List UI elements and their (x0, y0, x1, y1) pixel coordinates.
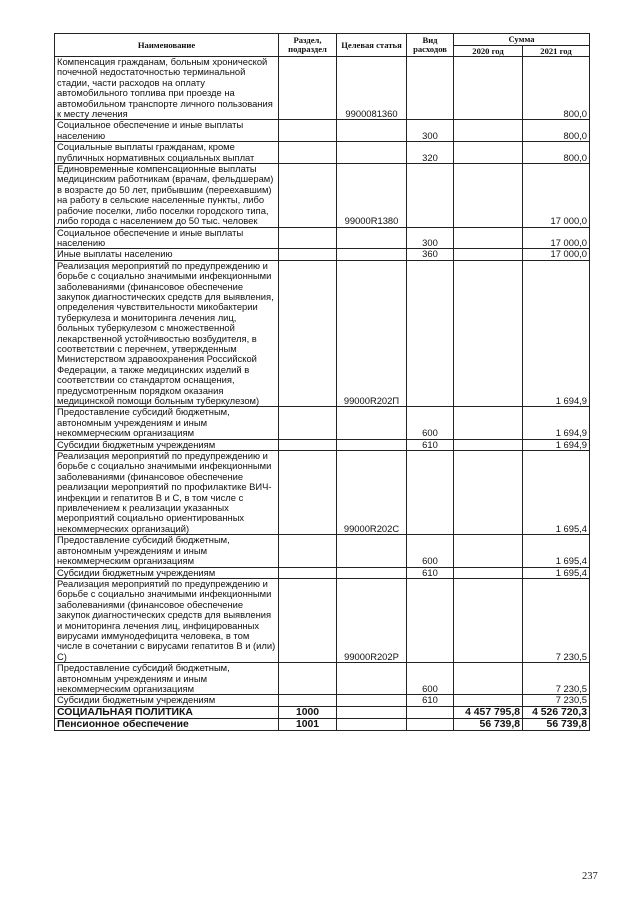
cell-sum-2020 (454, 142, 523, 164)
cell-razdel: 1001 (279, 718, 337, 730)
header-year-2020: 2020 год (454, 46, 523, 57)
cell-sum-2021: 7 230,5 (523, 578, 590, 662)
cell-razdel (279, 439, 337, 450)
cell-sum-2021: 1 695,4 (523, 451, 590, 535)
table-row (55, 578, 590, 662)
cell-vid-rashodov: 610 (407, 439, 454, 450)
cell-sum-2021: 800,0 (523, 142, 590, 164)
cell-sum-2021: 800,0 (523, 57, 590, 120)
cell-sum-2020 (454, 227, 523, 249)
cell-celevaya-statya (337, 718, 407, 730)
table-row (55, 164, 590, 227)
cell-name: Иные выплаты населению (55, 249, 279, 260)
cell-name: Социальное обеспечение и иные выплаты населению (55, 120, 279, 142)
table-row (55, 142, 590, 164)
cell-name: Предоставление субсидий бюджетным, автономным учреждениям и иным некоммерческим организациям (55, 663, 279, 695)
cell-name: Компенсация гражданам, больным хронической почечной недостаточностью терминальной стадии, части расходов на оплату автомобильного топлива при проезде на автомобильном транспорте личного пользования к месту лечения (55, 57, 279, 120)
cell-celevaya-statya (337, 142, 407, 164)
cell-name: Реализация мероприятий по предупреждению и борьбе с социально значимыми инфекционными заболеваниями (финансовое обеспечение закупок диагностических средств для выявления, определения чувствительности микобактерии туберкулеза и мониторинга лечения лиц, больных туберкулезом с множественной лекарственной устойчивостью возбудителя, в соответствии с перечнем, утвержденным Министерством здравоохранения Российской Федерации, а также медицинских изделий в соответствии со стандартом оснащения, предусмотренным порядком оказания медицинской помощи больным туберкулезом) (55, 260, 279, 407)
cell-vid-rashodov (407, 451, 454, 535)
cell-razdel (279, 164, 337, 227)
cell-razdel (279, 227, 337, 249)
cell-vid-rashodov: 610 (407, 567, 454, 578)
cell-razdel (279, 142, 337, 164)
cell-sum-2020: 56 739,8 (454, 718, 523, 730)
cell-celevaya-statya (337, 663, 407, 695)
table-row (55, 695, 590, 706)
cell-razdel (279, 120, 337, 142)
cell-vid-rashodov: 600 (407, 535, 454, 567)
page-number: 237 (582, 871, 598, 882)
cell-name: Предоставление субсидий бюджетным, автономным учреждениям и иным некоммерческим организациям (55, 407, 279, 439)
header-vid-rashodov: Вид расходов (407, 34, 454, 57)
cell-sum-2020 (454, 663, 523, 695)
cell-sum-2021: 4 526 720,3 (523, 706, 590, 718)
table-row (55, 451, 590, 535)
header-name: Наименование (55, 34, 279, 57)
table-row (55, 260, 590, 407)
cell-razdel (279, 663, 337, 695)
table-row (55, 227, 590, 249)
cell-name: Субсидии бюджетным учреждениям (55, 439, 279, 450)
budget-table (54, 33, 590, 731)
cell-celevaya-statya (337, 695, 407, 706)
table-row (55, 718, 590, 730)
cell-sum-2021: 1 694,9 (523, 260, 590, 407)
cell-sum-2021: 1 694,9 (523, 407, 590, 439)
cell-vid-rashodov (407, 57, 454, 120)
cell-name: Пенсионное обеспечение (55, 718, 279, 730)
header-year-2021: 2021 год (523, 46, 590, 57)
table-row (55, 663, 590, 695)
cell-vid-rashodov: 600 (407, 663, 454, 695)
cell-razdel (279, 57, 337, 120)
cell-vid-rashodov: 610 (407, 695, 454, 706)
cell-sum-2021: 800,0 (523, 120, 590, 142)
header-summa: Сумма (454, 34, 590, 46)
table-row (55, 57, 590, 120)
cell-sum-2020 (454, 567, 523, 578)
cell-name: Субсидии бюджетным учреждениям (55, 695, 279, 706)
cell-sum-2021: 17 000,0 (523, 249, 590, 260)
cell-name: Социальное обеспечение и иные выплаты населению (55, 227, 279, 249)
cell-sum-2020 (454, 407, 523, 439)
table-row (55, 567, 590, 578)
cell-sum-2021: 7 230,5 (523, 663, 590, 695)
cell-celevaya-statya (337, 407, 407, 439)
cell-sum-2021: 17 000,0 (523, 164, 590, 227)
cell-celevaya-statya (337, 706, 407, 718)
table-row (55, 439, 590, 450)
table-row (55, 407, 590, 439)
cell-sum-2020 (454, 57, 523, 120)
cell-razdel: 1000 (279, 706, 337, 718)
cell-name: Социальные выплаты гражданам, кроме публичных нормативных социальных выплат (55, 142, 279, 164)
cell-name: Субсидии бюджетным учреждениям (55, 567, 279, 578)
cell-sum-2020 (454, 535, 523, 567)
cell-sum-2021: 7 230,5 (523, 695, 590, 706)
cell-sum-2021: 1 695,4 (523, 567, 590, 578)
cell-celevaya-statya (337, 249, 407, 260)
cell-name: Единовременные компенсационные выплаты медицинским работникам (врачам, фельдшерам) в возрасте до 50 лет, прибывшим (переехавшим) на работу в сельские населенные пункты, либо рабочие поселки, либо поселки городского типа, либо города с населением до 50 тыс. человек (55, 164, 279, 227)
cell-vid-rashodov: 300 (407, 227, 454, 249)
cell-vid-rashodov: 360 (407, 249, 454, 260)
cell-name: СОЦИАЛЬНАЯ ПОЛИТИКА (55, 706, 279, 718)
cell-vid-rashodov (407, 718, 454, 730)
cell-sum-2021: 1 694,9 (523, 439, 590, 450)
cell-razdel (279, 578, 337, 662)
cell-sum-2020 (454, 695, 523, 706)
cell-sum-2020 (454, 164, 523, 227)
cell-sum-2021: 56 739,8 (523, 718, 590, 730)
cell-celevaya-statya: 99000R202С (337, 451, 407, 535)
cell-razdel (279, 567, 337, 578)
cell-celevaya-statya (337, 567, 407, 578)
cell-razdel (279, 407, 337, 439)
cell-vid-rashodov (407, 164, 454, 227)
table-row (55, 120, 590, 142)
cell-razdel (279, 695, 337, 706)
cell-sum-2020 (454, 120, 523, 142)
cell-sum-2021: 17 000,0 (523, 227, 590, 249)
cell-sum-2020 (454, 249, 523, 260)
cell-celevaya-statya (337, 535, 407, 567)
cell-celevaya-statya: 99000R202П (337, 260, 407, 407)
cell-name: Реализация мероприятий по предупреждению и борьбе с социально значимыми инфекционными заболеваниями (финансовое обеспечение реализации мероприятий по профилактике ВИЧ- инфекции и гепатитов В и С, в том числе с привлечением к реализации указанных мероприятий социально ориентированных некоммерческих организаций) (55, 451, 279, 535)
cell-vid-rashodov (407, 260, 454, 407)
table-header (55, 34, 590, 57)
cell-vid-rashodov: 320 (407, 142, 454, 164)
cell-sum-2020 (454, 578, 523, 662)
cell-celevaya-statya (337, 439, 407, 450)
cell-sum-2020 (454, 439, 523, 450)
table-row (55, 535, 590, 567)
table-row (55, 706, 590, 718)
cell-vid-rashodov (407, 706, 454, 718)
cell-razdel (279, 535, 337, 567)
cell-name: Реализация мероприятий по предупреждению и борьбе с социально значимыми инфекционными заболеваниями (финансовое обеспечение закупок диагностических средств для выявления и мониторинга лечения лиц, инфицированных вирусами иммунодефицита человека, в том числе в сочетании с вирусами гепатитов В и (или) С) (55, 578, 279, 662)
cell-razdel (279, 451, 337, 535)
table-body (55, 57, 590, 731)
cell-razdel (279, 249, 337, 260)
cell-celevaya-statya: 9900081360 (337, 57, 407, 120)
cell-razdel (279, 260, 337, 407)
header-celevaya-statya: Целевая статья (337, 34, 407, 57)
cell-celevaya-statya (337, 227, 407, 249)
cell-vid-rashodov: 300 (407, 120, 454, 142)
cell-sum-2021: 1 695,4 (523, 535, 590, 567)
cell-celevaya-statya (337, 120, 407, 142)
header-razdel: Раздел, подраздел (279, 34, 337, 57)
cell-sum-2020: 4 457 795,8 (454, 706, 523, 718)
cell-vid-rashodov: 600 (407, 407, 454, 439)
cell-sum-2020 (454, 451, 523, 535)
cell-name: Предоставление субсидий бюджетным, автономным учреждениям и иным некоммерческим организациям (55, 535, 279, 567)
cell-celevaya-statya: 99000R1380 (337, 164, 407, 227)
cell-celevaya-statya: 99000R202Р (337, 578, 407, 662)
cell-vid-rashodov (407, 578, 454, 662)
table-row (55, 249, 590, 260)
cell-sum-2020 (454, 260, 523, 407)
